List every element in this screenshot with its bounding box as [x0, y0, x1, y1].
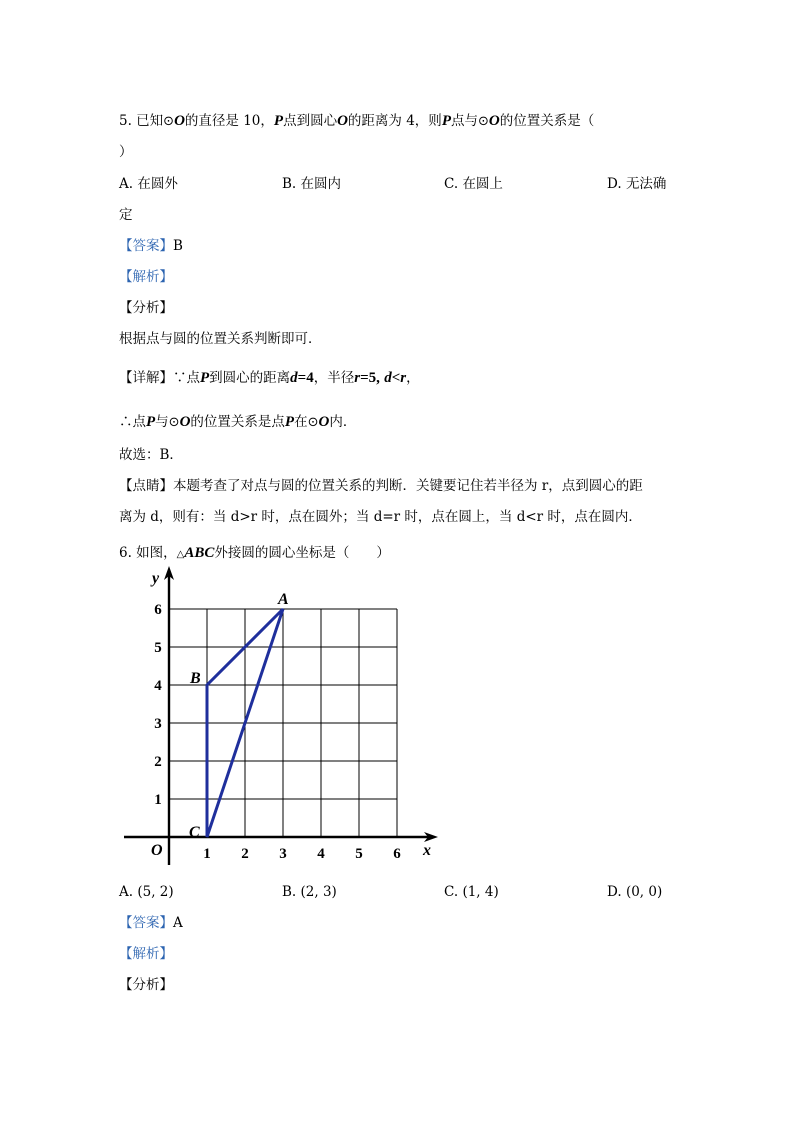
therefore-text: 内． [329, 414, 357, 430]
fenxi-label: 【分析】 [119, 977, 173, 993]
y-tick-label: 6 [154, 602, 162, 618]
coordinate-figure [118, 562, 448, 872]
option-text: 在圆外 [137, 176, 178, 192]
math-d: d [290, 370, 298, 386]
q6-fenxi [119, 975, 173, 995]
q5-stem-distance-value: 的距离为 4，则 [347, 113, 442, 129]
point-labels [189, 591, 289, 841]
point-p: P [146, 414, 156, 430]
grid [169, 609, 397, 837]
x-tick-label: 5 [355, 846, 363, 862]
math-equals-4: =4 [297, 370, 314, 386]
q5-fenxi-text [119, 329, 322, 349]
q5-comment-line1 [119, 476, 643, 496]
q5-option-d-continued [119, 205, 133, 225]
q5-stem-line2 [119, 142, 133, 162]
therefore-text: 与 [155, 414, 169, 430]
math-equals-5: =5, [360, 370, 380, 386]
q5-analysis [119, 267, 173, 287]
answer-label: 【答案】 [119, 238, 173, 254]
y-axis-label: y [152, 570, 160, 587]
y-tick-label: 2 [154, 754, 162, 770]
comment-label: 【点睛】 [119, 478, 173, 494]
y-tick-label: 3 [154, 716, 162, 732]
q6-option-c [444, 882, 499, 902]
detail-text: 到圆心的距离 [209, 370, 291, 386]
option-key: B. [282, 884, 297, 900]
analysis-label: 【解析】 [119, 946, 173, 962]
option-key: A. [119, 176, 134, 192]
option-key: D. [607, 176, 622, 192]
option-text: 在圆上 [462, 176, 503, 192]
q5-stem-distance: 点到圆心 [283, 113, 338, 129]
option-text: 在圆内 [300, 176, 342, 192]
answer-label: 【答案】 [119, 915, 173, 931]
option-key: D. [607, 884, 622, 900]
q6-answer [119, 913, 183, 933]
option-text: 定 [119, 207, 133, 223]
therefore-text: 的位置关系是点 [190, 414, 285, 430]
origin-label: O [151, 842, 163, 859]
center-o: O [337, 113, 348, 129]
detail-text: ， [406, 370, 420, 386]
option-key: A. [119, 884, 134, 900]
circle-name: O [488, 113, 500, 129]
option-text: (1, 4) [462, 884, 499, 900]
q5-stem-point-and: 点与 [450, 113, 478, 129]
math-d: d [384, 370, 392, 386]
triangle-symbol: △ [176, 549, 185, 560]
therefore-text: ∴点 [119, 414, 146, 430]
point-label-b: B [190, 670, 201, 687]
option-key: C. [444, 176, 459, 192]
option-text: (2, 3) [300, 884, 337, 900]
circle-symbol: ⊙ [163, 114, 175, 129]
q5-option-b [282, 174, 341, 194]
q5-option-a [119, 174, 178, 194]
math-r: r [400, 370, 407, 386]
q5-detail [119, 368, 420, 388]
q6-option-d [607, 882, 662, 902]
triangle-label: ABC [184, 545, 215, 561]
point-p: P [284, 414, 295, 430]
x-tick-label: 1 [203, 846, 211, 862]
answer-value: B [173, 238, 183, 254]
q5-therefore [119, 412, 356, 433]
comment-text: 本题考查了对点与圆的位置关系的判断．关键要记住若半径为 r，点到圆心的距 [173, 478, 643, 494]
q5-close-paren: ） [119, 144, 133, 160]
circle-symbol: ⊙ [307, 415, 319, 430]
x-tick-label: 3 [279, 846, 287, 862]
q5-fenxi [119, 298, 173, 318]
q6-option-a [119, 882, 174, 902]
therefore-text: 在 [294, 414, 308, 430]
option-key: C. [444, 884, 459, 900]
option-key: B. [282, 176, 297, 192]
option-text: (5, 2) [137, 884, 174, 900]
q5-stem-relation: 的位置关系是（ [499, 113, 595, 129]
point-p: P [273, 113, 284, 129]
circle-symbol: ⊙ [477, 114, 489, 129]
detail-label: 【详解】 [119, 370, 173, 386]
q5-stem-intro: 5. 已知 [119, 113, 164, 129]
circle-name: O [174, 113, 185, 129]
x-tick-label: 4 [317, 846, 325, 862]
choose-text: 故选：B． [119, 447, 183, 463]
comment-text: 离为 d，则有：当 d>r 时，点在圆外；当 d=r 时，点在圆上，当 d<r 时，点在圆内． [119, 509, 642, 525]
y-tick-label: 4 [154, 678, 162, 694]
math-less-than: < [391, 370, 401, 386]
y-tick-label: 5 [154, 640, 162, 656]
detail-text: ，半径 [313, 370, 355, 386]
answer-value: A [173, 915, 183, 931]
q6-stem-intro: 6. 如图， [119, 545, 177, 561]
point-label-a: A [278, 591, 289, 608]
analysis-label: 【解析】 [119, 269, 173, 285]
math-r: r [354, 370, 361, 386]
q6-analysis [119, 944, 173, 964]
fenxi-label: 【分析】 [119, 300, 173, 316]
q5-option-c [444, 174, 503, 194]
detail-text: ∵点 [173, 370, 200, 386]
x-tick-label: 6 [393, 846, 401, 862]
point-label-c: C [189, 824, 200, 841]
circle-symbol: ⊙ [168, 415, 180, 430]
circle-name: O [318, 414, 330, 430]
option-text: (0, 0) [625, 884, 663, 900]
x-tick-label: 2 [241, 846, 249, 862]
fenxi-text: 根据点与圆的位置关系判断即可． [119, 331, 322, 347]
circle-name: O [179, 414, 191, 430]
option-text: 无法确 [625, 176, 667, 192]
point-p: P [200, 370, 210, 386]
q5-stem-line1 [119, 111, 594, 132]
q5-comment-line2 [119, 507, 642, 527]
y-tick-label: 1 [154, 792, 162, 808]
q5-option-d [607, 174, 666, 194]
q5-stem-diameter: 的直径是 10， [184, 113, 274, 129]
x-axis-label: x [423, 842, 431, 859]
point-p: P [441, 113, 451, 129]
q6-stem-question: 外接圆的圆心坐标是（ ） [214, 545, 390, 561]
q5-answer [119, 236, 183, 256]
q5-choose [119, 445, 183, 465]
q6-option-b [282, 882, 337, 902]
tick-labels [150, 570, 431, 862]
